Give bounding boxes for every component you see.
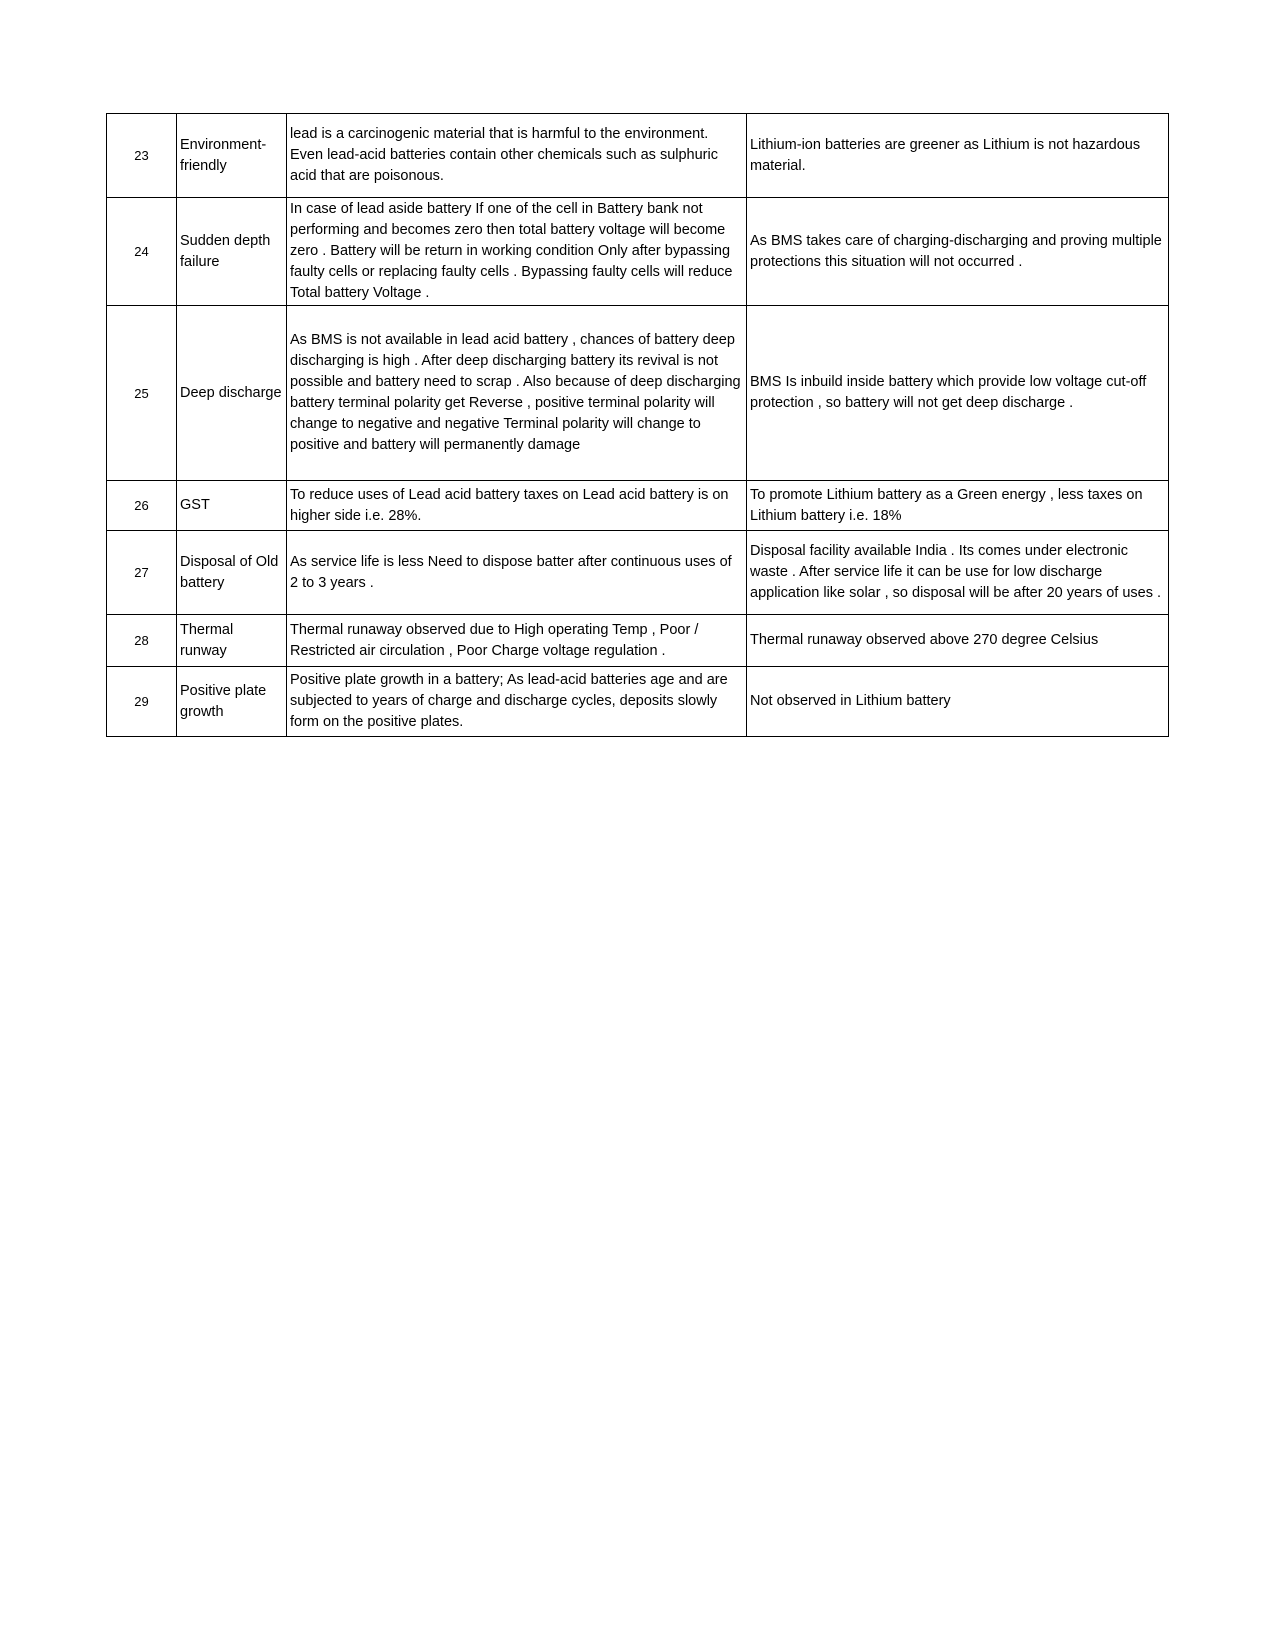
parameter-cell: Positive plate growth [177,667,287,737]
lithium-cell: Thermal runaway observed above 270 degree Celsius [747,615,1169,667]
lead-acid-cell: Thermal runaway observed due to High operating Temp , Poor / Restricted air circulation , Poor Charge voltage regulation . [287,615,747,667]
table-row [107,667,1169,737]
comparison-table [106,113,1169,737]
table-row [107,114,1169,198]
table-row [107,306,1169,481]
lead-acid-cell: As BMS is not available in lead acid battery , chances of battery deep discharging is high . After deep discharging battery its revival is not possible and battery need to scrap . Also because of deep discharging battery terminal polarity get Reverse , positive terminal polarity will change to negative and negative Terminal polarity will change to positive and battery will permanently damage [287,306,747,481]
row-number: 24 [107,198,177,306]
row-number: 29 [107,667,177,737]
lead-acid-cell: To reduce uses of Lead acid battery taxes on Lead acid battery is on higher side i.e. 28%. [287,481,747,531]
table-row [107,481,1169,531]
row-number: 23 [107,114,177,198]
lead-acid-cell: lead is a carcinogenic material that is harmful to the environment. Even lead-acid batteries contain other chemicals such as sulphuric acid that are poisonous. [287,114,747,198]
lithium-cell: Lithium-ion batteries are greener as Lithium is not hazardous material. [747,114,1169,198]
parameter-cell: Deep discharge [177,306,287,481]
row-number: 27 [107,531,177,615]
parameter-cell: Sudden depth failure [177,198,287,306]
lithium-cell: To promote Lithium battery as a Green energy , less taxes on Lithium battery i.e. 18% [747,481,1169,531]
table-row [107,615,1169,667]
row-number: 26 [107,481,177,531]
parameter-cell: Thermal runway [177,615,287,667]
lithium-cell: BMS Is inbuild inside battery which provide low voltage cut-off protection , so battery will not get deep discharge . [747,306,1169,481]
lead-acid-cell: As service life is less Need to dispose batter after continuous uses of 2 to 3 years . [287,531,747,615]
table-row [107,198,1169,306]
parameter-cell: Disposal of Old battery [177,531,287,615]
lithium-cell: Not observed in Lithium battery [747,667,1169,737]
lithium-cell: Disposal facility available India . Its comes under electronic waste . After service life it can be use for low discharge application like solar , so disposal will be after 20 years of uses . [747,531,1169,615]
row-number: 28 [107,615,177,667]
lithium-cell: As BMS takes care of charging-discharging and proving multiple protections this situation will not occurred . [747,198,1169,306]
parameter-cell: GST [177,481,287,531]
parameter-cell: Environment-friendly [177,114,287,198]
row-number: 25 [107,306,177,481]
lead-acid-cell: Positive plate growth in a battery; As lead-acid batteries age and are subjected to years of charge and discharge cycles, deposits slowly form on the positive plates. [287,667,747,737]
lead-acid-cell: In case of lead aside battery If one of the cell in Battery bank not performing and becomes zero then total battery voltage will become zero . Battery will be return in working condition Only after bypassing faulty cells or replacing faulty cells . Bypassing faulty cells will reduce Total battery Voltage . [287,198,747,306]
table-row [107,531,1169,615]
